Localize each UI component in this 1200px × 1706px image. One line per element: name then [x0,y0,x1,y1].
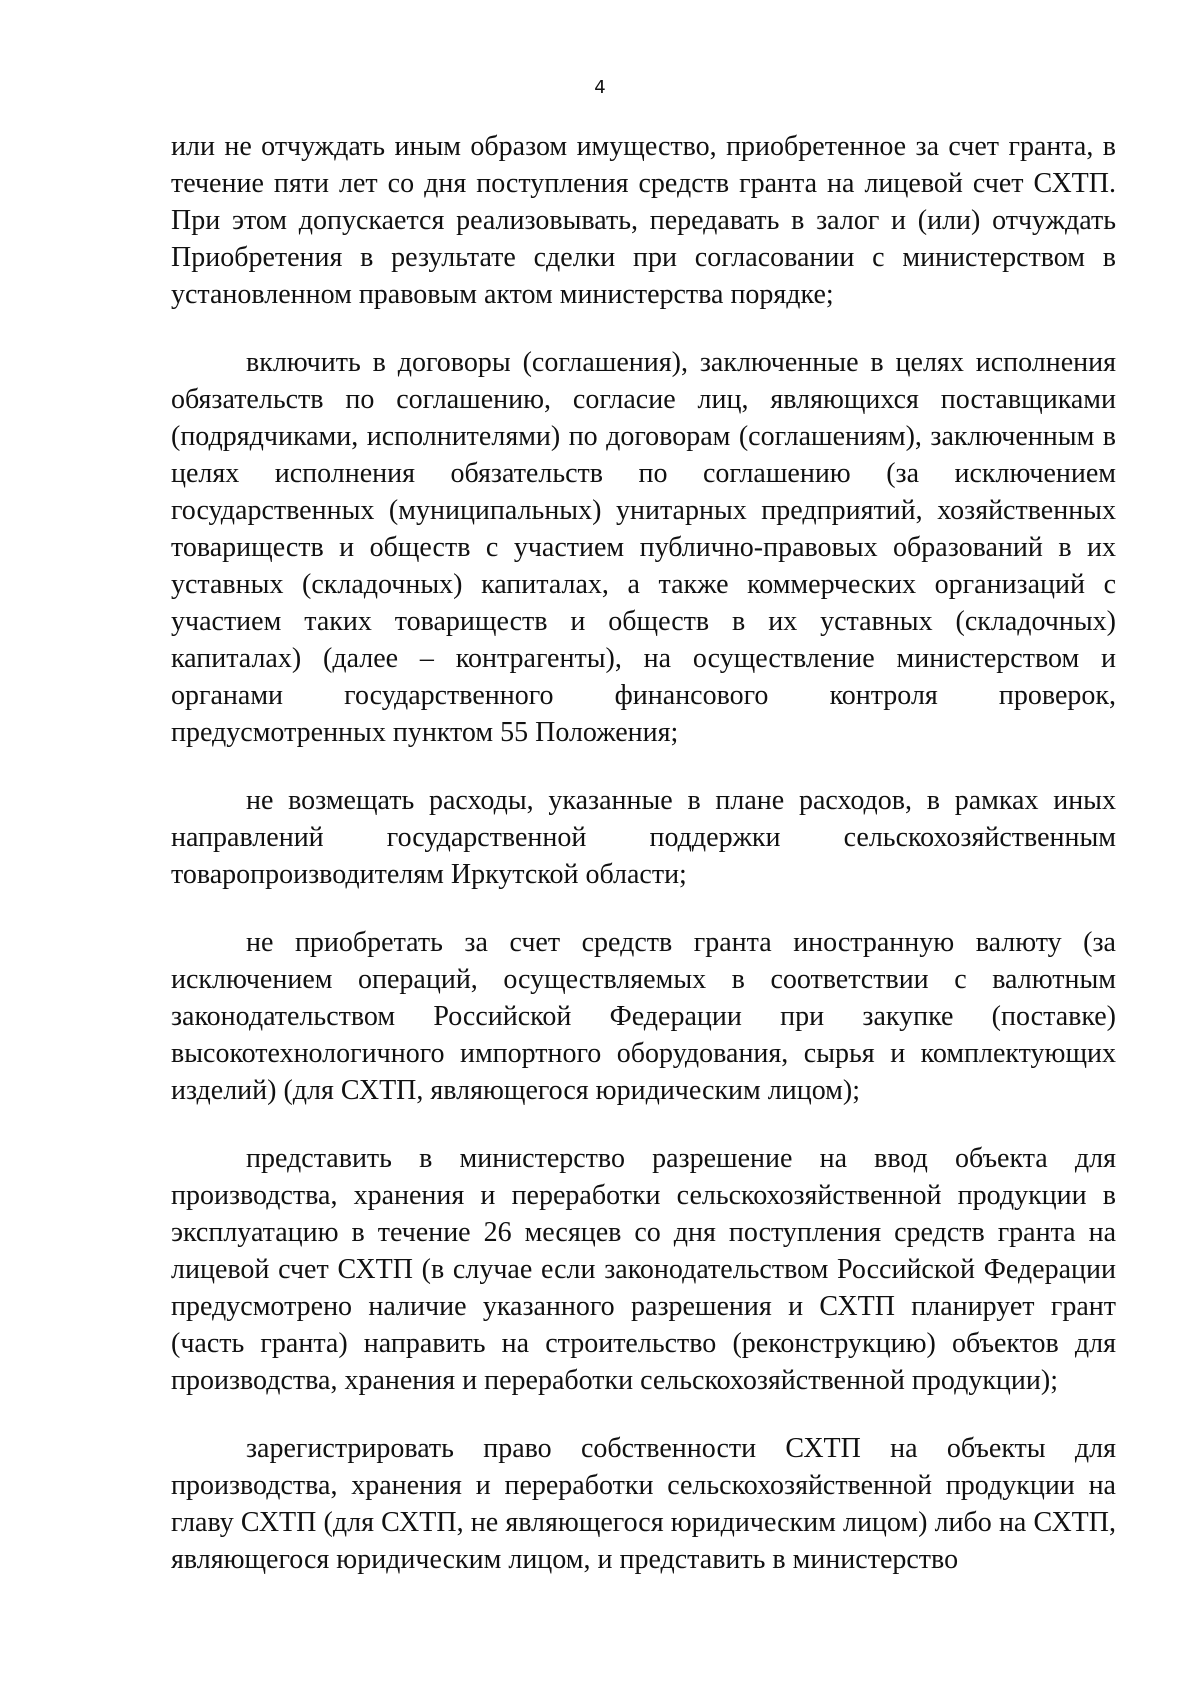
paragraph-property-alienation: или не отчуждать иным образом имущество, приобретенное за счет гранта, в течение пяти лет со дня поступления средств гранта на лицевой счет СХТП. При этом допускается реализовывать, передавать в залог и (или) отчуждать Приобретения в результате сделки при согласовании с министерством в установленном правовым актом министерства порядке; [171,131,1116,310]
paragraph-no-expense-reimbursement: не возмещать расходы, указанные в плане расходов, в рамках иных направлений государственной поддержки сельскохозяйственным товаропроизводителям Иркутской области; [171,785,1116,890]
page-number: 4 [594,77,606,98]
paragraph-ownership-registration: зарегистрировать право собственности СХТП на объекты для производства, хранения и переработки сельскохозяйственной продукции на главу СХТП (для СХТП, не являющегося юридическим лицом) либо на СХТП, являющегося юридическим лицом, и представить в министерство [171,1433,1116,1575]
document-body [171,128,1116,1578]
paragraph-contractor-consent: включить в договоры (соглашения), заключенные в целях исполнения обязательств по соглашению, согласие лиц, являющихся поставщиками (подрядчиками, исполнителями) по договорам (соглашениям), заключенным в целях исполнения обязательств по соглашению (за исключением государственных (муниципальных) унитарных предприятий, хозяйственных товариществ и обществ с участием публично-правовых образований в их уставных (складочных) капиталах, а также коммерческих организаций с участием таких товариществ и обществ в их уставных (складочных) капиталах) (далее – контрагенты), на осуществление министерством и органами государственного финансового контроля проверок, предусмотренных пунктом 55 Положения; [171,347,1116,748]
paragraph-commissioning-permit: представить в министерство разрешение на ввод объекта для производства, хранения и переработки сельскохозяйственной продукции в эксплуатацию в течение 26 месяцев со дня поступления средств гранта на лицевой счет СХТП (в случае если законодательством Российской Федерации предусмотрено наличие указанного разрешения и СХТП планирует грант (часть гранта) направить на строительство (реконструкцию) объектов для производства, хранения и переработки сельскохозяйственной продукции); [171,1143,1116,1396]
paragraph-no-foreign-currency: не приобретать за счет средств гранта иностранную валюту (за исключением операций, осуществляемых в соответствии с валютным законодательством Российской Федерации при закупке (поставке) высокотехнологичного импортного оборудования, сырья и комплектующих изделий) (для СХТП, являющегося юридическим лицом); [171,927,1116,1106]
